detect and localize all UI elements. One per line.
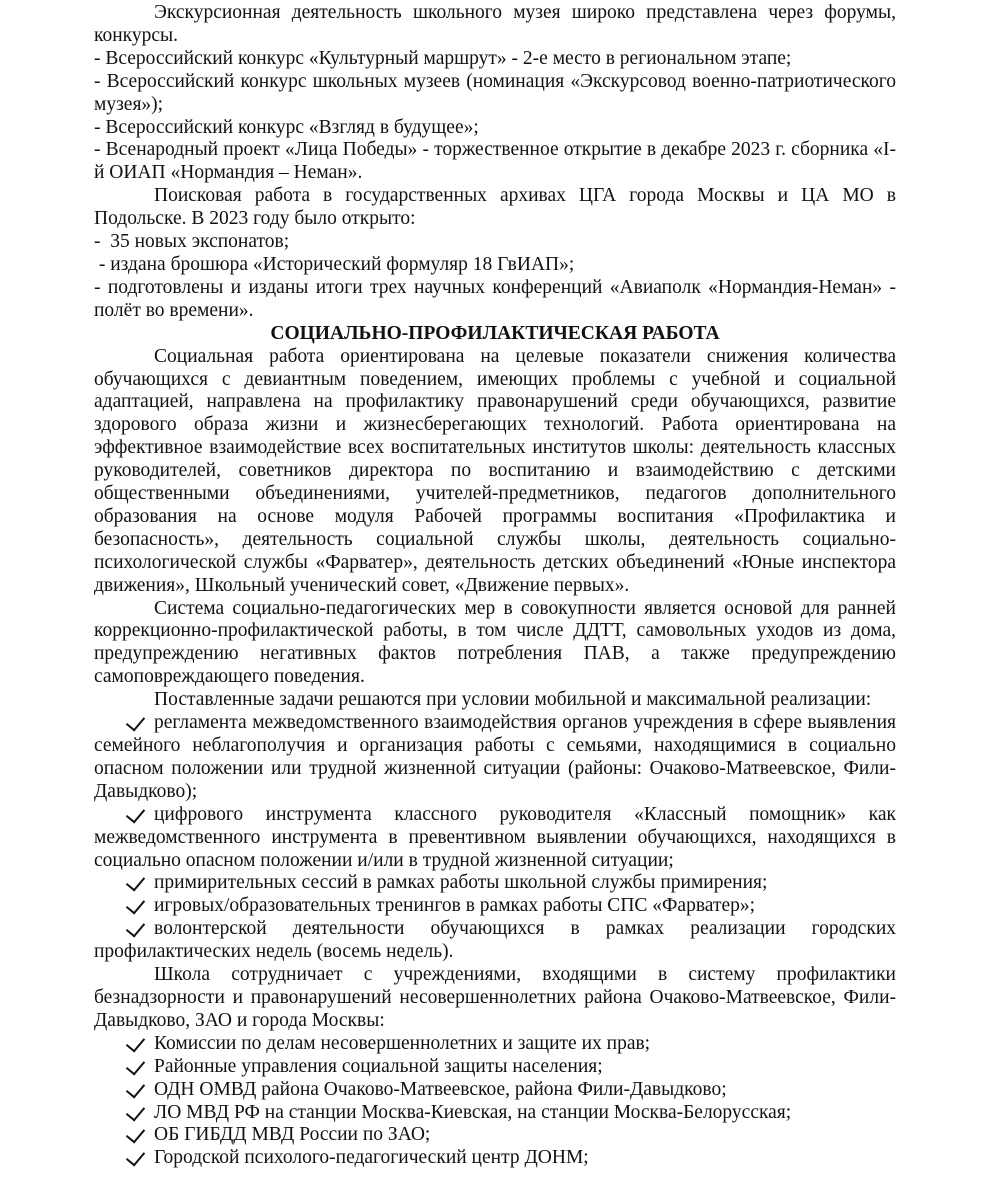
archive-paragraph: Поисковая работа в государственных архивах ЦГА города Москвы и ЦА МО в Подольске. В 2023 году было открыто: (94, 185, 896, 230)
partner-item: Комиссии по делам несовершеннолетних и защите их прав; (94, 1033, 896, 1056)
partner-item: ОДН ОМВД района Очаково-Матвеевское, района Фили-Давыдково; (94, 1079, 896, 1102)
checkmark-icon (124, 872, 154, 897)
partners-list (94, 1033, 896, 1170)
checkmark-icon (124, 1033, 154, 1058)
intro-paragraph: Экскурсионная деятельность школьного музея широко представлена через форумы, конкурсы. (94, 2, 896, 46)
task-item: примирительных сессий в рамках работы школьной службы примирения; (94, 872, 896, 895)
checkmark-icon (124, 1147, 154, 1172)
checkmark-icon (124, 895, 154, 920)
archive-list-item: - подготовлены и изданы итоги трех научных конференций «Авиаполк «Нормандия-Неман» - полёт во времени». (94, 276, 896, 321)
cooperation-paragraph: Школа сотрудничает с учреждениями, входящими в систему профилактики безнадзорности и правонарушений несовершеннолетних района Очаково-Матвеевское, Фили-Давыдково, ЗАО и города Москвы: (94, 964, 896, 1031)
checkmark-icon (124, 1056, 154, 1081)
archive-list-item: - издана брошюра «Исторический формуляр 18 ГвИАП»; (94, 253, 575, 275)
tasks-list (94, 712, 896, 964)
tasks-intro-paragraph: Поставленные задачи решаются при условии мобильной и максимальной реализации: (154, 689, 872, 711)
measures-paragraph: Система социально-педагогических мер в совокупности является основой для ранней коррекционно-профилактической работы, в том числе ДДТТ, самовольных уходов из дома, предупреждению негативных фактов потребления ПАВ, а также предупреждению самоповреждающего поведения. (94, 597, 896, 688)
checkmark-icon (124, 804, 154, 829)
task-item: игровых/образовательных тренингов в рамках работы СПС «Фарватер»; (94, 895, 896, 918)
archive-list-item: - 35 новых экспонатов; (94, 231, 290, 253)
partner-item: Районные управления социальной защиты населения; (94, 1056, 896, 1079)
task-item: волонтерской деятельности обучающихся в рамках реализации городских профилактических недель (восемь недель). (94, 918, 896, 963)
intro-list-item: - Всероссийский конкурс школьных музеев (номинация «Экскурсовод военно-патриотического музея»); (94, 70, 896, 115)
social-work-paragraph: Социальная работа ориентирована на целевые показатели снижения количества обучающихся с девиантным поведением, имеющих проблемы с учебной и социальной адаптацией, направлена на профилактику правонарушений среди обучающихся, развитие здорового образа жизни и жизнесберегающих технологий. Работа ориентирована на эффективное взаимодействие всех воспитательных институтов школы: деятельность классных руководителей, советников директора по воспитанию и взаимодействию с детскими общественными объединениями, учителей-предметников, педагогов дополнительного образования на основе модуля Рабочей программы воспитания «Профилактика и безопасность», деятельность социальной службы школы, деятельность социально-психологической службы «Фарватер», деятельность детских объединений «Юные инспектора движения», Школьный ученический совет, «Движение первых». (94, 345, 896, 596)
checkmark-icon (124, 918, 154, 943)
partner-item: ОБ ГИБДД МВД России по ЗАО; (94, 1124, 896, 1147)
partner-item: Городской психолого-педагогический центр ДОНМ; (94, 1147, 896, 1170)
checkmark-icon (124, 712, 154, 737)
checkmark-icon (124, 1124, 154, 1149)
intro-list-item: - Всенародный проект «Лица Победы» - торжественное открытие в декабре 2023 г. сборника «I-й ОИАП «Нормандия – Неман». (94, 139, 896, 184)
section-heading: СОЦИАЛЬНО-ПРОФИЛАКТИЧЕСКАЯ РАБОТА (270, 322, 720, 344)
checkmark-icon (124, 1079, 154, 1104)
task-item: цифрового инструмента классного руководителя «Классный помощник» как межведомственного инструмента в превентивном выявлении обучающихся, находящихся в социально опасном положении и/или в трудной жизненной ситуации; (94, 803, 896, 871)
task-item: регламента межведомственного взаимодействия органов учреждения в сфере выявления семейного неблагополучия и организация работы с семьями, находящимися в социально опасном положении или трудной жизненной ситуации (районы: Очаково-Матвеевское, Фили-Давыдково); (94, 712, 896, 802)
intro-list-item: - Всероссийский конкурс «Культурный маршрут» - 2-е место в региональном этапе; (94, 47, 792, 69)
document-page (94, 2, 896, 1170)
partner-item: ЛО МВД РФ на станции Москва-Киевская, на станции Москва-Белорусская; (94, 1102, 896, 1125)
checkmark-icon (124, 1102, 154, 1127)
intro-list-item: - Всероссийский конкурс «Взгляд в будущее»; (94, 116, 479, 138)
